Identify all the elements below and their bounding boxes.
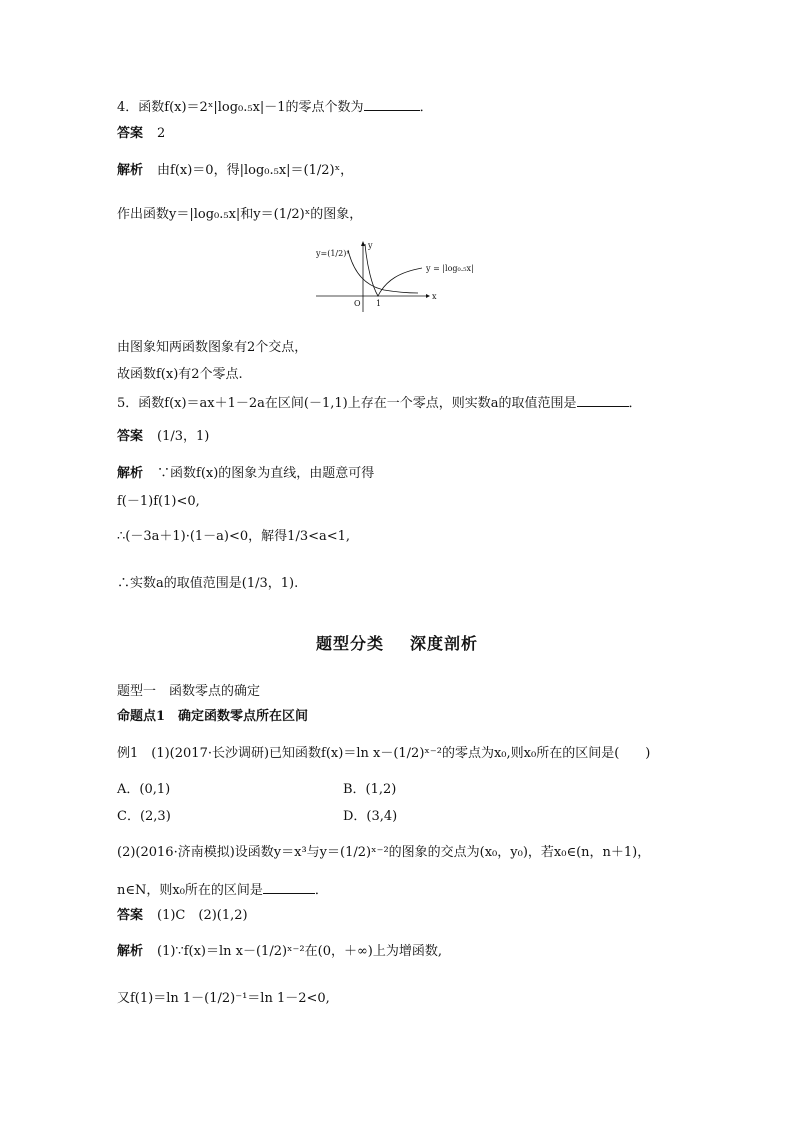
example1-options-row-2 (117, 808, 171, 826)
example1-question-2b: n∈N，则x₀所在的区间是 (117, 883, 263, 898)
q5-analysis-line-1 (117, 465, 374, 483)
q4-question-line: 4．函数f(x)＝2ˣ|log₀.₅x|－1的零点个数为 ． (117, 97, 433, 117)
q4-analysis-2: 作出函数y＝|log₀.₅x|和y＝(1/2)ˣ的图象， (117, 207, 363, 222)
q4-question: 4．函数f(x)＝2ˣ|log₀.₅x|－1的零点个数为 (117, 100, 364, 115)
example1-question-1: 例1 (1)(2017·长沙调研)已知函数f(x)＝ln x－(1/2)ˣ⁻²的零点为x₀,则x₀所在的区间是( ) (117, 746, 651, 761)
section-title (0, 631, 794, 654)
q4-analysis-line-4 (117, 366, 243, 384)
example1-question-2a: (2)(2016·济南模拟)设函数y＝x³与y＝(1/2)ˣ⁻²的图象的交点为(x₀，y₀)，若x₀∈(n，n＋1)， (117, 845, 651, 860)
example1-answer-line (117, 907, 248, 925)
q4-answer-line (117, 125, 165, 143)
graph-log-curve (365, 244, 422, 296)
graph-y-arrow (361, 241, 365, 246)
q4-answer-label: 答案 (117, 126, 144, 141)
example1-analysis-2: 又f(1)＝ln 1－(1/2)⁻¹＝ln 1－2<0, (117, 991, 330, 1006)
q5-analysis-1: ∵函数f(x)的图象为直线，由题意可得 (157, 466, 375, 481)
section-title-a: 题型分类 (315, 634, 384, 653)
q5-analysis-3: ∴(－3a＋1)·(1－a)<0，解得1/3<a<1, (117, 529, 351, 544)
q4-analysis-line-1 (117, 162, 353, 180)
graph-label-exponential: y=(1/2)ˣ (316, 249, 350, 258)
graph-label-origin: O (354, 299, 361, 308)
q5-answer-blank (577, 393, 629, 407)
q4-analysis-line-3 (117, 339, 307, 357)
graph-label-x-axis: x (432, 292, 437, 301)
q5-analysis-2: f(－1)f(1)<0, (117, 494, 200, 509)
example1-analysis-line-2 (117, 990, 330, 1008)
q5-analysis-line-4 (117, 575, 298, 593)
example1-options-row-1 (117, 781, 170, 799)
q4-analysis-label: 解析 (117, 163, 144, 178)
q5-question: 5．函数f(x)＝ax＋1－2a在区间(－1,1)上存在一个零点，则实数a的取值范围是 (117, 396, 577, 411)
example1-question-2-line-b: n∈N，则x₀所在的区间是 ． (117, 880, 328, 900)
example1-answer-label: 答案 (117, 908, 144, 923)
example1-analysis-label: 解析 (117, 944, 144, 959)
q5-answer: (1/3，1) (157, 429, 210, 444)
example1-analysis-1: (1)∵f(x)＝ln x－(1/2)ˣ⁻²在(0，＋∞)上为增函数, (157, 944, 443, 959)
q5-analysis-line-2 (117, 493, 200, 511)
option-d: D．(3,4) (343, 809, 398, 824)
section-title-b: 深度剖析 (410, 634, 479, 653)
graph-label-one: 1 (376, 299, 382, 308)
example1-question-line (117, 745, 650, 763)
q5-answer-label: 答案 (117, 429, 144, 444)
question-type-label: 题型一 函数零点的确定 (117, 684, 261, 699)
q4-analysis-line-2 (117, 206, 362, 224)
option-b-cell (343, 781, 396, 799)
q4-analysis-3: 由图象知两函数图象有2个交点， (117, 340, 308, 355)
q4-answer: 2 (157, 126, 166, 141)
q5-analysis-label: 解析 (117, 466, 144, 481)
question-type-heading (117, 683, 260, 701)
graph-label-log: y = |log₀.₅x| (426, 264, 474, 273)
q5-answer-line (117, 428, 209, 446)
q4-answer-blank (364, 97, 420, 111)
graph-label-y-axis: y (368, 241, 373, 250)
proposition-label: 命题点1 确定函数零点所在区间 (117, 709, 309, 724)
q5-question-line: 5．函数f(x)＝ax＋1－2a在区间(－1,1)上存在一个零点，则实数a的取值范围是 ． (117, 393, 642, 413)
example1-answer: (1)C (2)(1,2) (157, 908, 248, 923)
q4-function-graph (310, 236, 490, 316)
example1-question-2-line-a (117, 844, 650, 862)
option-d-cell (343, 808, 397, 826)
graph-x-arrow (426, 294, 430, 298)
q4-analysis-1: 由f(x)＝0，得|log₀.₅x|＝(1/2)ˣ， (157, 163, 354, 178)
option-a: A．(0,1) (117, 782, 171, 797)
q5-analysis-line-3 (117, 528, 350, 546)
example1-answer-blank (263, 880, 315, 894)
option-c: C．(2,3) (117, 809, 171, 824)
proposition-heading (117, 708, 308, 726)
example1-analysis-line-1 (117, 943, 442, 961)
q5-analysis-4: ∴实数a的取值范围是(1/3，1). (117, 576, 299, 591)
option-b: B．(1,2) (343, 782, 397, 797)
q4-analysis-4: 故函数f(x)有2个零点. (117, 367, 243, 382)
